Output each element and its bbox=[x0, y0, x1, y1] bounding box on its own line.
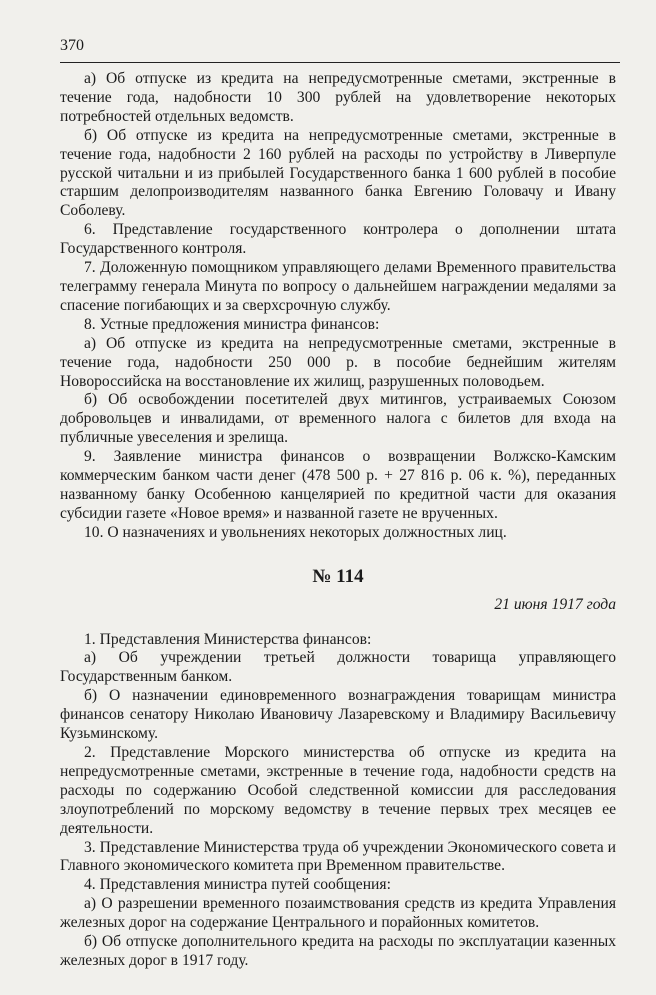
paragraph-item-2: 2. Представление Морского министерства об отпуске из кредита на непредусмотренные сметами, экстренные в течение года, надобности средств на расходы по содержанию Особой следственной комиссии для расследования злоупотреблений по морскому ведомству в течение первых трех месяцев ее деятельности. bbox=[60, 744, 616, 837]
paragraph-item-8a: а) Об отпуске из кредита на непредусмотренные сметами, экстренные в течение года, надобности 250 000 р. в пособие беднейшим жителям Новороссийска на восстановление их жилищ, разрушенных половодьем. bbox=[60, 334, 616, 390]
paragraph-item-3: 3. Представление Министерства труда об учреждении Экономического совета и Главного экономического комитета при Временном правительстве. bbox=[60, 838, 616, 875]
paragraph-item-8b: б) Об освобождении посетителей двух митингов, устраиваемых Союзом добровольцев и инвалидами, от временного налога с билетов для входа на публичные увеселения и зрелища. bbox=[60, 391, 616, 447]
paragraph-item-7: 7. Доложенную помощником управляющего делами Временного правительства телеграмму генерала Минута по вопросу о дальнейшем награждении медалями за спасение погибающих и за сверхсрочную службу. bbox=[60, 259, 616, 314]
paragraph-item-10: 10. О назначениях и увольнениях некоторых должностных лиц. bbox=[84, 523, 507, 541]
paragraph-item-a: а) Об отпуске из кредита на непредусмотренные сметами, экстренные в течение года, надобности 10 300 рублей на удовлетворение некоторых потребностей отдельных ведомств. bbox=[60, 70, 616, 125]
header-rule bbox=[60, 62, 620, 63]
page-number: 370 bbox=[60, 37, 84, 54]
page-content bbox=[60, 70, 616, 971]
paragraph-item-4: 4. Представления министра путей сообщения: bbox=[84, 876, 391, 894]
paragraph-item-b: б) Об отпуске из кредита на непредусмотренные сметами, экстренные в течение года, надобности 2 160 рублей на расходы по устройству в Ливерпуле русской читальни и из прибылей Государственного банка 1 600 рублей в пособие старшим делопроизводителям названного банка Евгению Головачу и Ивану Соболеву. bbox=[60, 126, 616, 220]
paragraph-item-1: 1. Представления Министерства финансов: bbox=[84, 630, 372, 648]
paragraph-item-4b: б) Об отпуске дополнительного кредита на расходы по эксплуатации казенных железных дорог в 1917 году. bbox=[60, 933, 616, 969]
paragraph-item-8: 8. Устные предложения министра финансов: bbox=[84, 315, 380, 333]
paragraph-item-6: 6. Представление государственного контролера о дополнении штата Государственного контроля. bbox=[60, 221, 616, 258]
paragraph-item-1b: б) О назначении единовременного вознаграждения товарищам министра финансов сенатору Николаю Ивановичу Лазаревскому и Владимиру Васильевичу Кузьминскому. bbox=[60, 687, 616, 743]
paragraph-item-4a: а) О разрешении временного позаимствования средств из кредита Управления железных дорог на содержание Центрального и порайонных комитетов. bbox=[60, 895, 616, 932]
paragraph-item-9: 9. Заявление министра финансов о возвращении Волжско-Камским коммерческим банком части денег (478 500 р. + 27 816 р. 06 к. %), переданных названному банку Особенною канцелярией по кредитной части для оказания субсидии газете «Новое время» и названной газете не врученных. bbox=[60, 448, 616, 522]
paragraph-item-1a: а) Об учреждении третьей должности товарища управляющего Государственным банком. bbox=[60, 649, 616, 686]
document-date: 21 июня 1917 года bbox=[494, 595, 616, 613]
document-title: № 114 bbox=[312, 565, 364, 587]
